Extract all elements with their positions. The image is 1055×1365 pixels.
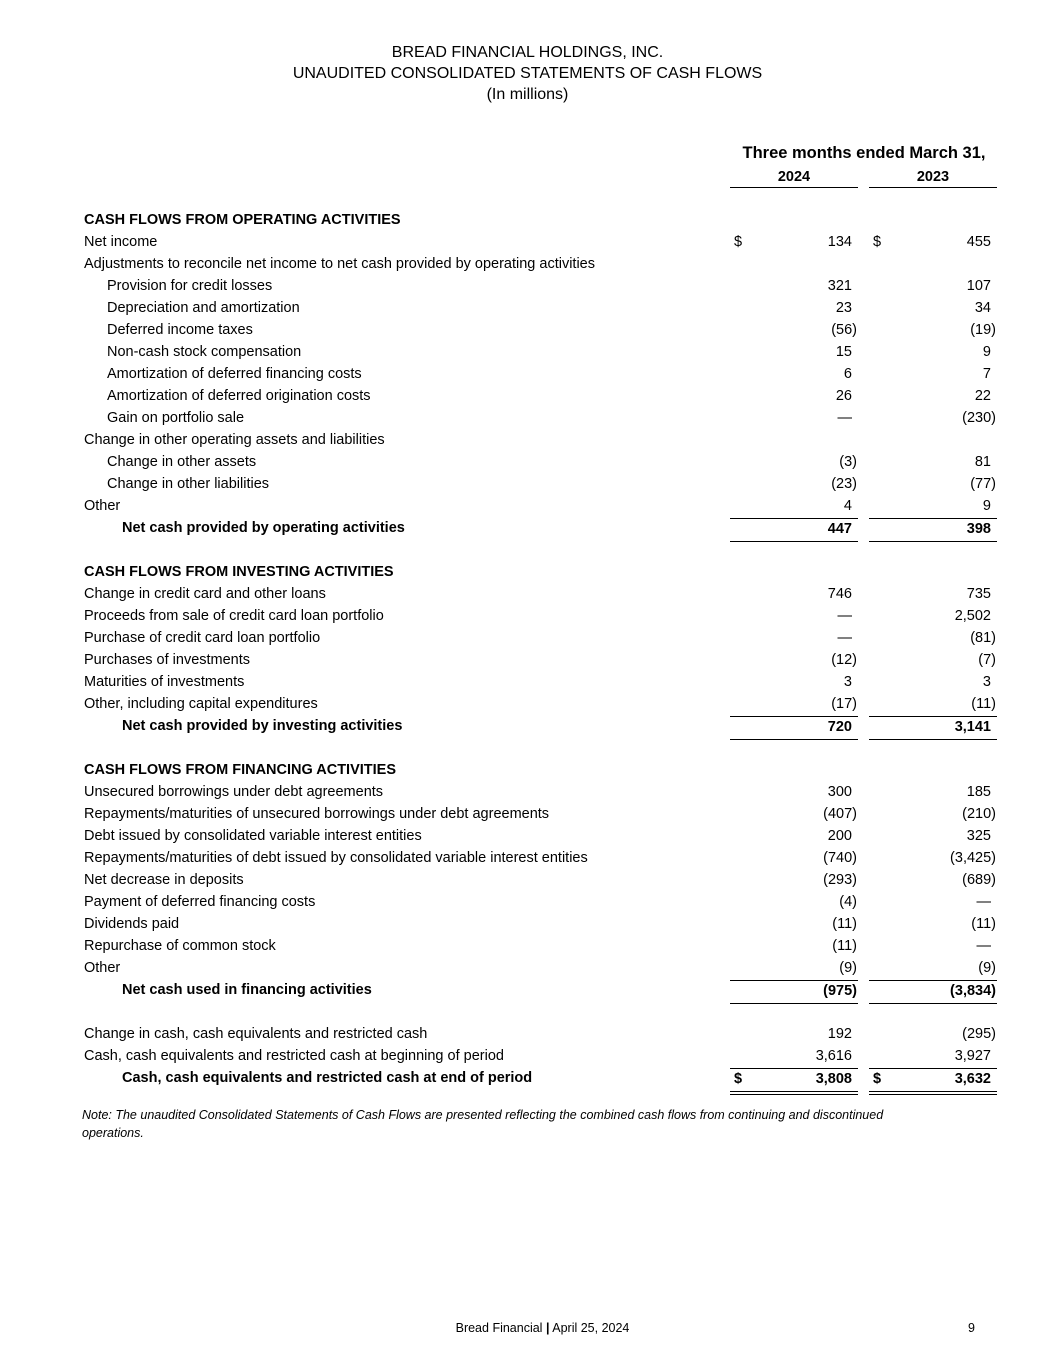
total-row: [0, 1068, 1055, 1090]
table-row: [0, 232, 1055, 254]
value: (7): [978, 652, 996, 668]
row-label: Gain on portfolio sale: [107, 410, 245, 426]
value: (19): [970, 322, 996, 338]
table-row: [0, 694, 1055, 716]
value-2023-cell: [869, 848, 997, 870]
value-2023-cell: [869, 1046, 997, 1068]
table-row: [0, 892, 1055, 914]
value: (295): [962, 1026, 996, 1042]
row-label: Net income: [84, 234, 158, 250]
value-2023-cell: [869, 628, 997, 650]
value-2023-cell: [869, 914, 997, 936]
value-2023-cell: [869, 892, 997, 914]
value-2023-cell: [869, 518, 997, 542]
row-label: Net cash used in financing activities: [122, 982, 372, 998]
value: 300: [827, 784, 852, 800]
year-2023-header: 2023: [869, 169, 997, 188]
value: (293): [823, 872, 857, 888]
table-row: [0, 386, 1055, 408]
footer-center: [0, 1321, 1055, 1335]
value: (740): [823, 850, 857, 866]
value: (11): [832, 916, 857, 932]
value: (77): [970, 476, 996, 492]
value-2024-cell: [730, 980, 858, 1004]
value-2024-cell: [730, 892, 858, 914]
value: 81: [974, 454, 991, 470]
value: 447: [827, 521, 852, 537]
value-2024-cell: [730, 232, 858, 254]
value-2023-cell: [869, 584, 997, 606]
table-row: [0, 848, 1055, 870]
value: 4: [843, 498, 852, 514]
table-row: [0, 430, 1055, 452]
subtotal-row: [0, 716, 1055, 738]
value: 3,632: [954, 1071, 991, 1087]
value-2024-cell: [730, 584, 858, 606]
table-row: [0, 628, 1055, 650]
value-2024-cell: [730, 408, 858, 430]
value-2023-cell: [869, 782, 997, 804]
table-row: [0, 298, 1055, 320]
value-2023-cell: [869, 650, 997, 672]
row-label: Net decrease in deposits: [84, 872, 244, 888]
page-number: 9: [968, 1321, 975, 1335]
value-2023-cell: [869, 474, 997, 496]
value: —: [837, 608, 852, 624]
cash-flow-table: [0, 210, 1055, 1090]
value-2024-cell: [730, 914, 858, 936]
row-label: Amortization of deferred origination costs: [107, 388, 371, 404]
value: 720: [827, 719, 852, 735]
value: (9): [978, 960, 996, 976]
value-2024-cell: [730, 716, 858, 740]
row-label: Cash, cash equivalents and restricted cash at end of period: [122, 1070, 533, 1086]
value-2024-cell: [730, 782, 858, 804]
spacer-row: [0, 1002, 1055, 1024]
value: (11): [971, 696, 996, 712]
value: 200: [827, 828, 852, 844]
table-row: [0, 342, 1055, 364]
value-2024-cell: [730, 958, 858, 980]
row-label: Other: [84, 960, 121, 976]
value: (12): [831, 652, 857, 668]
value-2024-cell: [730, 804, 858, 826]
row-label: Change in other liabilities: [107, 476, 270, 492]
value-2023-cell: [869, 1024, 997, 1046]
table-row: [0, 804, 1055, 826]
value: 321: [827, 278, 852, 294]
value-2023-cell: [869, 694, 997, 716]
value: (975): [823, 983, 857, 999]
value-2024-cell: [730, 474, 858, 496]
table-row: [0, 408, 1055, 430]
row-label: Amortization of deferred financing costs: [107, 366, 362, 382]
section-heading: [0, 760, 1055, 782]
table-row: [0, 782, 1055, 804]
spacer-row: [0, 738, 1055, 760]
row-label: Unsecured borrowings under debt agreements: [84, 784, 384, 800]
table-row: [0, 1024, 1055, 1046]
value-2024-cell: [730, 606, 858, 628]
year-2024-header: 2024: [730, 169, 858, 188]
value: (11): [971, 916, 996, 932]
value-2023-cell: [869, 364, 997, 386]
value-2023-cell: [869, 980, 997, 1004]
table-row: [0, 276, 1055, 298]
currency-symbol: $: [734, 1071, 743, 1087]
row-label: Purchase of credit card loan portfolio: [84, 630, 321, 646]
value-2023-cell: [869, 276, 997, 298]
value: (3,425): [950, 850, 996, 866]
value: 735: [966, 586, 991, 602]
row-label: Change in credit card and other loans: [84, 586, 326, 602]
value-2023-cell: [869, 386, 997, 408]
value-2024-cell: [730, 518, 858, 542]
value: 107: [966, 278, 991, 294]
value: (407): [823, 806, 857, 822]
company-name: BREAD FINANCIAL HOLDINGS, INC.: [391, 44, 664, 61]
value: 26: [835, 388, 852, 404]
value: (3): [839, 454, 857, 470]
section-heading: [0, 210, 1055, 232]
value-2023-cell: [869, 804, 997, 826]
value: —: [976, 938, 991, 954]
footnote: Note: The unaudited Consolidated Statements of Cash Flows are presented reflecting the combined cash flows from continuing and discontinued operations.: [82, 1108, 884, 1140]
row-label: CASH FLOWS FROM FINANCING ACTIVITIES: [84, 762, 397, 778]
value-2023-cell: [869, 672, 997, 694]
value-2024-cell: [730, 1024, 858, 1046]
row-label: Net cash provided by operating activities: [122, 520, 405, 536]
value-2023-cell: [869, 936, 997, 958]
value: —: [837, 630, 852, 646]
table-row: [0, 870, 1055, 892]
value: —: [837, 410, 852, 426]
value-2023-cell: [869, 496, 997, 518]
value: 3,808: [815, 1071, 852, 1087]
row-label: Provision for credit losses: [107, 278, 273, 294]
value: 3: [982, 674, 991, 690]
value-2024-cell: [730, 694, 858, 716]
value-2023-cell: [869, 958, 997, 980]
value: (56): [831, 322, 857, 338]
value-2023-cell: [869, 870, 997, 892]
row-label: Dividends paid: [84, 916, 180, 932]
value-2023-cell: [869, 342, 997, 364]
value: 455: [966, 234, 991, 250]
value: 34: [974, 300, 991, 316]
table-row: [0, 364, 1055, 386]
row-label: Non-cash stock compensation: [107, 344, 302, 360]
row-label: Payment of deferred financing costs: [84, 894, 316, 910]
value-2024-cell: [730, 320, 858, 342]
row-label: Adjustments to reconcile net income to net cash provided by operating activities: [84, 256, 595, 272]
value: (230): [962, 410, 996, 426]
row-label: Purchases of investments: [84, 652, 251, 668]
value-2024-cell: [730, 298, 858, 320]
row-label: CASH FLOWS FROM INVESTING ACTIVITIES: [84, 564, 394, 580]
value-2023-cell: [869, 606, 997, 628]
table-row: [0, 672, 1055, 694]
value: 3,927: [954, 1048, 991, 1064]
value: (689): [962, 872, 996, 888]
value-2023-cell: [869, 408, 997, 430]
value-2024-cell: [730, 342, 858, 364]
row-label: Debt issued by consolidated variable interest entities: [84, 828, 422, 844]
section-heading: [0, 562, 1055, 584]
value-2024-cell: [730, 650, 858, 672]
table-row: [0, 1046, 1055, 1068]
footer-separator: |: [545, 1321, 550, 1335]
value: 6: [843, 366, 852, 382]
currency-symbol: $: [873, 234, 882, 250]
value: —: [976, 894, 991, 910]
footer-date: April 25, 2024: [552, 1321, 630, 1335]
footer-brand: Bread Financial: [455, 1321, 543, 1335]
table-row: [0, 254, 1055, 276]
value: (11): [832, 938, 857, 954]
subtotal-row: [0, 518, 1055, 540]
table-row: [0, 606, 1055, 628]
row-label: Cash, cash equivalents and restricted cash at beginning of period: [84, 1048, 504, 1064]
value: 9: [982, 344, 991, 360]
value-2023-cell: [869, 716, 997, 740]
value-2024-cell: [730, 1046, 858, 1068]
table-row: [0, 452, 1055, 474]
table-row: [0, 826, 1055, 848]
value: 7: [982, 366, 991, 382]
value: 23: [835, 300, 852, 316]
row-label: Net cash provided by investing activities: [122, 718, 403, 734]
currency-symbol: $: [734, 234, 743, 250]
value-2024-cell: [730, 276, 858, 298]
value-2024-cell: [730, 826, 858, 848]
value-2024-cell: [730, 1068, 858, 1095]
table-row: [0, 584, 1055, 606]
value-2023-cell: [869, 826, 997, 848]
table-row: [0, 320, 1055, 342]
value: (81): [970, 630, 996, 646]
value: (17): [831, 696, 857, 712]
statement-title: UNAUDITED CONSOLIDATED STATEMENTS OF CASH FLOWS: [292, 65, 763, 82]
value: (9): [839, 960, 857, 976]
value-2023-cell: [869, 1068, 997, 1095]
spacer-row: [0, 540, 1055, 562]
value-2024-cell: [730, 936, 858, 958]
value: (23): [831, 476, 857, 492]
value-2024-cell: [730, 870, 858, 892]
table-row: [0, 936, 1055, 958]
statement-title-block: [0, 42, 1055, 105]
value: 22: [974, 388, 991, 404]
value-2024-cell: [730, 364, 858, 386]
value: 9: [982, 498, 991, 514]
row-label: Other, including capital expenditures: [84, 696, 318, 712]
value-2024-cell: [730, 496, 858, 518]
row-label: Repurchase of common stock: [84, 938, 276, 954]
value: 746: [827, 586, 852, 602]
row-label: Other: [84, 498, 121, 514]
units-label: (In millions): [486, 86, 569, 103]
period-header: Three months ended March 31,: [742, 144, 986, 162]
value: 134: [827, 234, 852, 250]
value: 15: [835, 344, 852, 360]
value: 3,141: [954, 719, 991, 735]
value-2024-cell: [730, 848, 858, 870]
table-row: [0, 914, 1055, 936]
row-label: Maturities of investments: [84, 674, 245, 690]
row-label: Change in other operating assets and liabilities: [84, 432, 385, 448]
value: (210): [962, 806, 996, 822]
row-label: Change in other assets: [107, 454, 257, 470]
value: 192: [827, 1026, 852, 1042]
value-2023-cell: [869, 452, 997, 474]
row-label: Repayments/maturities of unsecured borrowings under debt agreements: [84, 806, 550, 822]
row-label: Repayments/maturities of debt issued by consolidated variable interest entities: [84, 850, 588, 866]
value: 185: [966, 784, 991, 800]
table-row: [0, 958, 1055, 980]
table-row: [0, 474, 1055, 496]
value-2024-cell: [730, 628, 858, 650]
value-2023-cell: [869, 298, 997, 320]
row-label: Depreciation and amortization: [107, 300, 300, 316]
value: 325: [966, 828, 991, 844]
value-2023-cell: [869, 232, 997, 254]
table-row: [0, 496, 1055, 518]
table-row: [0, 650, 1055, 672]
subtotal-row: [0, 980, 1055, 1002]
value: 3,616: [815, 1048, 852, 1064]
value-2024-cell: [730, 452, 858, 474]
value-2024-cell: [730, 672, 858, 694]
currency-symbol: $: [873, 1071, 882, 1087]
row-label: Deferred income taxes: [107, 322, 253, 338]
value: 3: [843, 674, 852, 690]
row-label: Change in cash, cash equivalents and restricted cash: [84, 1026, 428, 1042]
value-2024-cell: [730, 386, 858, 408]
value: 2,502: [954, 608, 991, 624]
row-label: Proceeds from sale of credit card loan portfolio: [84, 608, 384, 624]
row-label: CASH FLOWS FROM OPERATING ACTIVITIES: [84, 212, 401, 228]
value: 398: [966, 521, 991, 537]
value-2023-cell: [869, 320, 997, 342]
value: (3,834): [950, 983, 996, 999]
value: (4): [839, 894, 857, 910]
